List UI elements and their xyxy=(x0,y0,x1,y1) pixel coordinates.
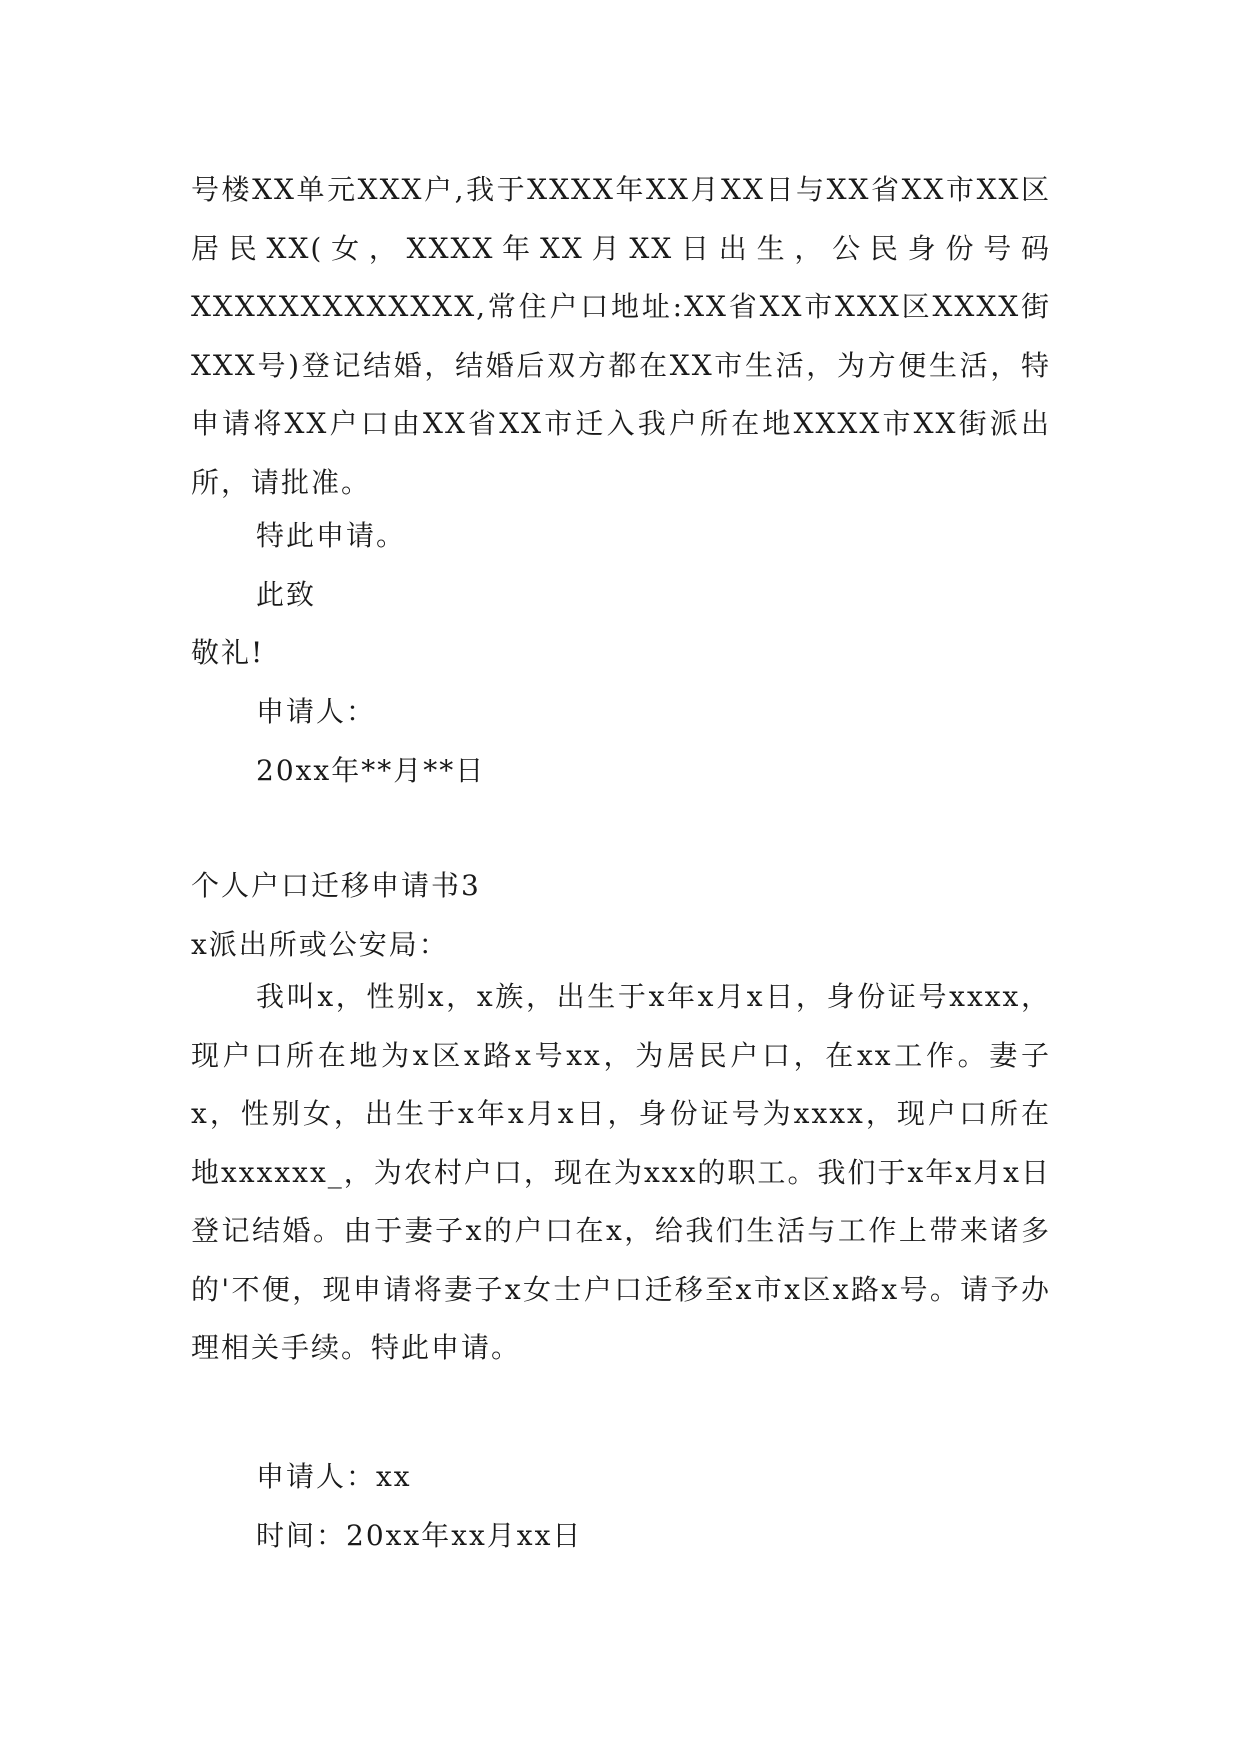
salutation-jing-li: 敬礼! xyxy=(191,636,265,669)
salutation-ci-zhi: 此致 xyxy=(256,578,317,611)
section3-title: 个人户口迁移申请书3 xyxy=(191,869,481,902)
section3-time-line: 时间：20xx年xx月xx日 xyxy=(256,1519,583,1552)
section3-body-paragraph: 我叫x，性别x，x族，出生于x年x月x日，身份证号xxxx，现户口所在地为x区x路x号xx，为居民户口，在xx工作。妻子x，性别女，出生于x年x月x日，身份证号为xxxx，现户口所在地xxxxxx_，为农村户口，现在为xxx的职工。我们于x年x月x日登记结婚。由于妻子x的户口在x，给我们生活与工作上带来诸多的'不便，现申请将妻子x女士户口迁移至x市x区x路x号。请予办理相关手续。特此申请。 xyxy=(191,980,1051,1364)
signature-date: 20xx年**月**日 xyxy=(256,754,486,787)
section2-body-paragraph: 号楼XX单元XXX户,我于XXXX年XX月XX日与XX省XX市XX区居民XX(女，XXXX年XX月XX日出生，公民身份号码XXXXXXXXXXXXX,常住户口地址:XX省XX市XXX区XXXX街XXX号)登记结婚，结婚后双方都在XX市生活，为方便生活，特申请将XX户口由XX省XX市迁入我户所在地XXXX市XX街派出所，请批准。 xyxy=(191,173,1051,499)
section3-applicant-line: 申请人：xx xyxy=(256,1460,412,1493)
closing-request: 特此申请。 xyxy=(256,519,407,552)
applicant-label: 申请人： xyxy=(256,695,377,728)
recipient-line: x派出所或公安局： xyxy=(191,928,449,961)
